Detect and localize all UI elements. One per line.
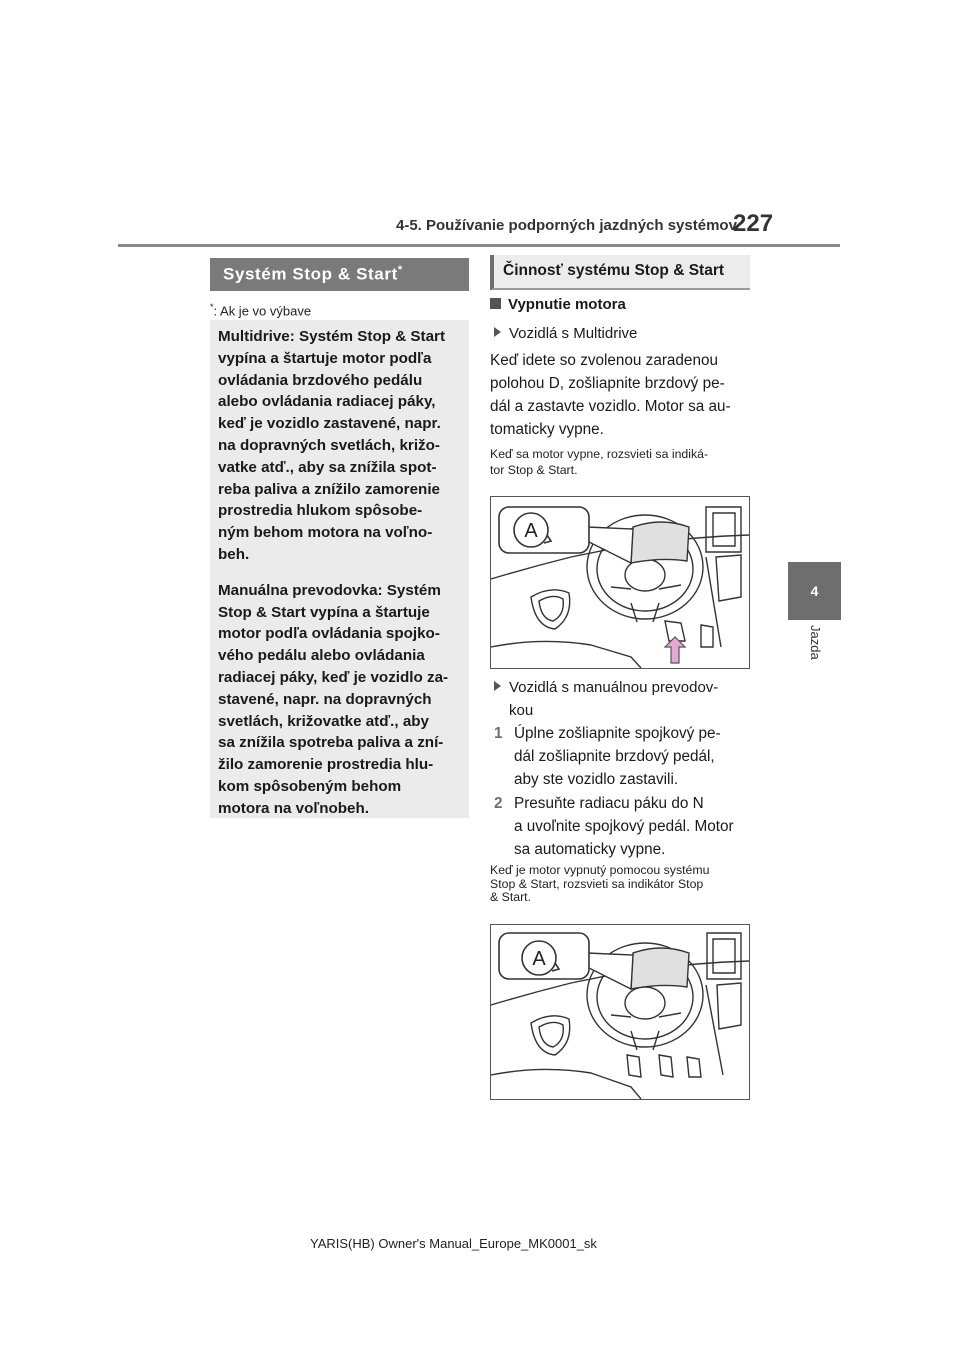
chapter-number: 4 bbox=[810, 583, 819, 599]
triangle-bullet-icon bbox=[494, 327, 501, 337]
summary-box bbox=[210, 320, 469, 818]
step-1 bbox=[494, 722, 752, 791]
chapter-label-text: Jazda bbox=[808, 625, 823, 660]
line: a uvoľnite spojkový pedál. Motor bbox=[514, 818, 734, 835]
bullet-manual bbox=[494, 676, 718, 722]
line: dál zošliapnite brzdový pedál, bbox=[514, 748, 715, 765]
illustration-multidrive-cockpit bbox=[490, 496, 750, 669]
bullet-text: Vozidlá s manuálnou prevodov- bbox=[509, 679, 719, 696]
line: tor Stop & Start. bbox=[490, 463, 578, 477]
page-number: 227 bbox=[733, 210, 774, 237]
line: Presuňte radiacu páku do N bbox=[514, 795, 704, 812]
illustration-manual-cockpit bbox=[490, 924, 750, 1100]
line: aby ste vozidlo zastavili. bbox=[514, 771, 679, 788]
line: motor podľa ovládania spojko- bbox=[218, 625, 440, 643]
line: & Start. bbox=[490, 890, 532, 904]
sub-heading-text: Vypnutie motora bbox=[508, 296, 626, 313]
chapter-tab bbox=[788, 562, 841, 620]
line: radiacej páky, keď je vozidlo za- bbox=[218, 668, 449, 686]
chapter-label bbox=[805, 625, 825, 685]
running-header-section: 4-5. Používanie podporných jazdných systémov bbox=[396, 217, 737, 234]
step-text bbox=[514, 792, 752, 861]
footnote-asterisk: * bbox=[210, 302, 214, 312]
line: tomaticky vypne. bbox=[490, 421, 604, 438]
step-number: 2 bbox=[494, 795, 503, 812]
line: sa znížila spotreba paliva a zní- bbox=[218, 734, 444, 752]
line: Keď sa motor vypne, rozsvieti sa indiká- bbox=[490, 447, 709, 461]
bullet-text: kou bbox=[509, 702, 534, 719]
footnote-text: : Ak je vo výbave bbox=[213, 303, 312, 319]
bullet-multidrive bbox=[494, 325, 637, 342]
line: keď je vozidlo zastavené, napr. bbox=[218, 415, 441, 433]
section-title-operation: Činnosť systému Stop & Start bbox=[490, 255, 750, 290]
line: kom spôsobeným behom bbox=[218, 777, 402, 795]
line: vého pedálu alebo ovládania bbox=[218, 647, 425, 665]
line: Keď je motor vypnutý pomocou systému bbox=[490, 863, 710, 877]
line: Stop & Start, rozsvieti sa indikátor Stop bbox=[490, 876, 704, 891]
line: motora na voľnobeh. bbox=[218, 799, 369, 817]
line: stavené, napr. na dopravných bbox=[218, 690, 432, 708]
line: Keď idete so zvolenou zaradenou bbox=[490, 352, 718, 369]
line: Stop & Start vypína a štartuje bbox=[218, 603, 430, 621]
triangle-bullet-icon bbox=[494, 681, 501, 691]
line: sa automaticky vypne. bbox=[514, 841, 666, 858]
section-title-text: Systém Stop & Start bbox=[223, 264, 398, 284]
title-asterisk: * bbox=[397, 264, 403, 276]
line: vatke atď., aby sa znížila spot- bbox=[218, 458, 437, 476]
multidrive-instructions bbox=[490, 349, 752, 441]
line: svetlách, križovatke atď., aby bbox=[218, 712, 429, 730]
header-rule bbox=[118, 244, 840, 247]
line: žilo zamorenie prostredia hlu- bbox=[218, 756, 434, 774]
bullet-text: Vozidlá s Multidrive bbox=[509, 325, 638, 342]
step-text bbox=[514, 722, 752, 791]
callout-a-label: A bbox=[524, 520, 538, 542]
line: Manuálna prevodovka: Systém bbox=[218, 581, 441, 599]
line: beh. bbox=[218, 545, 250, 563]
note-indicator-1 bbox=[490, 446, 752, 478]
line: reba paliva a znížilo zamorenie bbox=[218, 480, 440, 498]
square-bullet-icon bbox=[490, 298, 501, 309]
document-footer: YARIS(HB) Owner's Manual_Europe_MK0001_sk bbox=[310, 1236, 597, 1251]
sub-heading-engine-off bbox=[490, 296, 626, 313]
availability-footnote bbox=[210, 302, 311, 318]
summary-multidrive bbox=[218, 326, 463, 566]
line: ným behom motora na voľno- bbox=[218, 524, 433, 542]
line: na dopravných svetlách, križo- bbox=[218, 436, 440, 454]
line: vypína a štartuje motor podľa bbox=[218, 349, 432, 367]
line: alebo ovládania radiacej páky, bbox=[218, 393, 436, 411]
line: polohou D, zošliapnite brzdový pe- bbox=[490, 375, 725, 392]
note-indicator-2 bbox=[490, 864, 752, 905]
step-2 bbox=[494, 792, 752, 861]
step-number: 1 bbox=[494, 725, 503, 742]
line: prostredia hlukom spôsobe- bbox=[218, 502, 423, 520]
callout-a-label: A bbox=[532, 948, 546, 970]
line: dál a zastavte vozidlo. Motor sa au- bbox=[490, 398, 731, 415]
section-title-stop-start bbox=[210, 258, 469, 291]
line: ovládania brzdového pedálu bbox=[218, 371, 423, 389]
summary-manual bbox=[218, 580, 463, 820]
line: Úplne zošliapnite spojkový pe- bbox=[514, 725, 721, 742]
line: Multidrive: Systém Stop & Start bbox=[218, 328, 446, 345]
